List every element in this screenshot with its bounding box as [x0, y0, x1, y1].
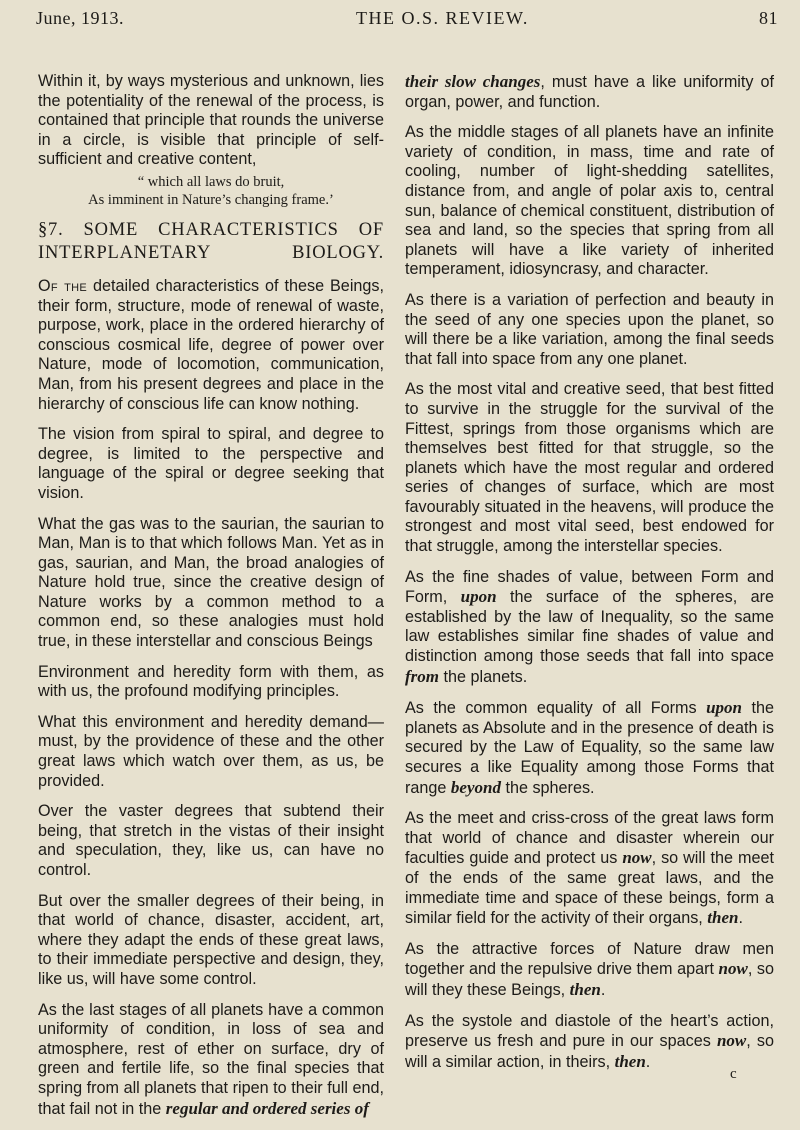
emphasis: now [718, 959, 748, 979]
paragraph: As there is a variation of perfection and beauty in the seed of any one species upon the planet, so will there be a like variation, among the final seeds that fall into space from any one planet. [405, 290, 774, 368]
paragraph-text: the spheres. [500, 778, 595, 797]
paragraph-text: . [645, 1052, 651, 1071]
emphasis: now [716, 1031, 747, 1051]
paragraph-text: , so will the meet of the ends of the same great laws, and the immediate time and space of these beings, form a similar field for the activity of their organs, [405, 849, 774, 928]
paragraph: As the middle stages of all planets have an infinite variety of condition, in mass, time and rate of cooling, number of light-shedding satellites, distance from, and angle of polar axis to, central sun, balance of chemical constituent, distribution of sea and land, so the species that spring from all planets will have a like variety of inherited temperament, idiosyncrasy, and character. [405, 123, 774, 279]
running-header [36, 8, 778, 38]
paragraph: Environment and heredity form with them, as with us, the profound modifying principles. [38, 662, 384, 701]
paragraph-text: , so will they these Beings, [405, 960, 774, 999]
paragraph-text: As the fine shades of value, between Form and Form, [405, 567, 774, 607]
paragraph: But over the smaller degrees of their being, in that world of chance, disaster, accident, art, where they adapt the ends of these great laws, to their immediate perspective and design, they, like us, will have some control. [38, 891, 384, 988]
paragraph-text: As the last stages of all planets have a common uniformity of condition, in loss of sea and atmosphere, rest of ether on surface, dry of green and fertile life, so the final species that spring from all planets that ripen to their full end, that fail not in the [38, 1000, 384, 1118]
paragraph-text: the planets as Absolute and in the presence of death is secured by the Law of Equality, so the same law secures a like Equality among those Forms that range [405, 699, 774, 797]
paragraph-text: As the meet and criss-cross of the great laws form that world of chance and disaster wherein our faculties guide and protect us [405, 809, 774, 868]
paragraph: As the most vital and creative seed, that best fitted to survive in the struggle for the survival of the Fittest, springs from those organisms which are themselves best fitted for that struggle, so the planets which have the most regular and ordered series of changes of surface, which are most favourably situated in the heavens, will produce the strongest and most vital seed, best endowed for that struggle, among the interstellar species. [405, 380, 774, 556]
emphasis: then [614, 1051, 646, 1071]
paragraph: What this environment and heredity demand— must, by the providence of these and the other great laws which watch over them, as us, be provided. [38, 712, 384, 790]
section-heading [38, 219, 384, 265]
emphasis: upon [460, 587, 497, 607]
paragraph [405, 1012, 774, 1073]
signature-mark: c [730, 1066, 737, 1082]
emphasis: their slow changes [405, 72, 541, 91]
section-heading-line: INTERPLANETARY BIOLOGY. [38, 242, 384, 263]
paragraph: The vision from spiral to spiral, and degree to degree, is limited to the perspective and language of the spiral or degree seeking that vision. [38, 425, 384, 502]
right-column [405, 72, 774, 1083]
issue-date: June, 1913. [36, 8, 124, 28]
quote-line: As imminent in Nature’s changing frame.’ [88, 191, 334, 208]
paragraph-text: . [738, 909, 743, 928]
verse-quote [38, 173, 384, 209]
lead-in: Of the [38, 276, 88, 295]
emphasis: then [569, 979, 601, 999]
paragraph-text: As the common equality of all Forms [405, 699, 707, 718]
paragraph-text: As the systole and diastole of the heart’s action, preserve us fresh and pure in our spaces [405, 1011, 774, 1051]
paragraph: Over the vaster degrees that subtend their being, that stretch in the vistas of their insight and speculation, they, like us, can have no control. [38, 802, 384, 879]
journal-title: THE O.S. REVIEW. [356, 8, 529, 28]
paragraph-text: detailed characteristics of these Beings, their form, structure, mode of renewal of waste, purpose, work, place in the ordered hierarchy of conscious cosmical life, degree of power over Nature, mode of locomotion, communication, Man, from his present degrees and place in the hierarchy of conscious life can know nothing. [38, 276, 385, 413]
paragraph [405, 698, 774, 798]
page-number: 81 [759, 8, 778, 28]
emphasis: then [707, 908, 739, 928]
paragraph-text: the surface of the spheres, are established by the law of Inequality, so the same law establishes similar fine shades of value and distinction among those seeds that fall into space [405, 588, 774, 666]
left-column [38, 72, 384, 1130]
paragraph [405, 809, 774, 929]
paragraph [405, 72, 774, 112]
paragraph-text: the planets. [439, 667, 528, 686]
emphasis: from [405, 666, 439, 686]
quote-line: “ which all laws do bruit, [137, 173, 285, 190]
paragraph-text: , so will a similar action, in theirs, [405, 1032, 775, 1071]
section-heading-line: §7. SOME CHARACTERISTICS OF [38, 219, 384, 240]
emphasis: beyond [450, 777, 501, 797]
paragraph-text: , must have a like uniformity of organ, power, and function. [405, 73, 774, 111]
paragraph-text: . [600, 980, 606, 999]
emphasis: now [622, 848, 652, 868]
paragraph-text: As the attractive forces of Nature draw men together and the repulsive drive them apart [405, 939, 774, 979]
paragraph: What the gas was to the saurian, the saurian to Man, Man is to that which follows Man. Yet as in gas, saurian, and Man, the broad analogies of Nature hold true, since the creative design of Nature works by a common method to a common end, so these analogies must hold true, in these interstellar and conscious Beings [38, 514, 384, 651]
paragraph [405, 568, 774, 688]
paragraph: Within it, by ways mysterious and unknown, lies the potentiality of the renewal of the process, is contained that principle that rounds the universe in a circle, is visible that principle of self-sufficient and creative content, [38, 72, 384, 169]
paragraph [38, 277, 384, 414]
emphasis: upon [706, 698, 743, 718]
emphasis: regular and ordered series of [165, 1098, 369, 1118]
paragraph [38, 1001, 384, 1120]
paragraph [405, 940, 774, 1001]
